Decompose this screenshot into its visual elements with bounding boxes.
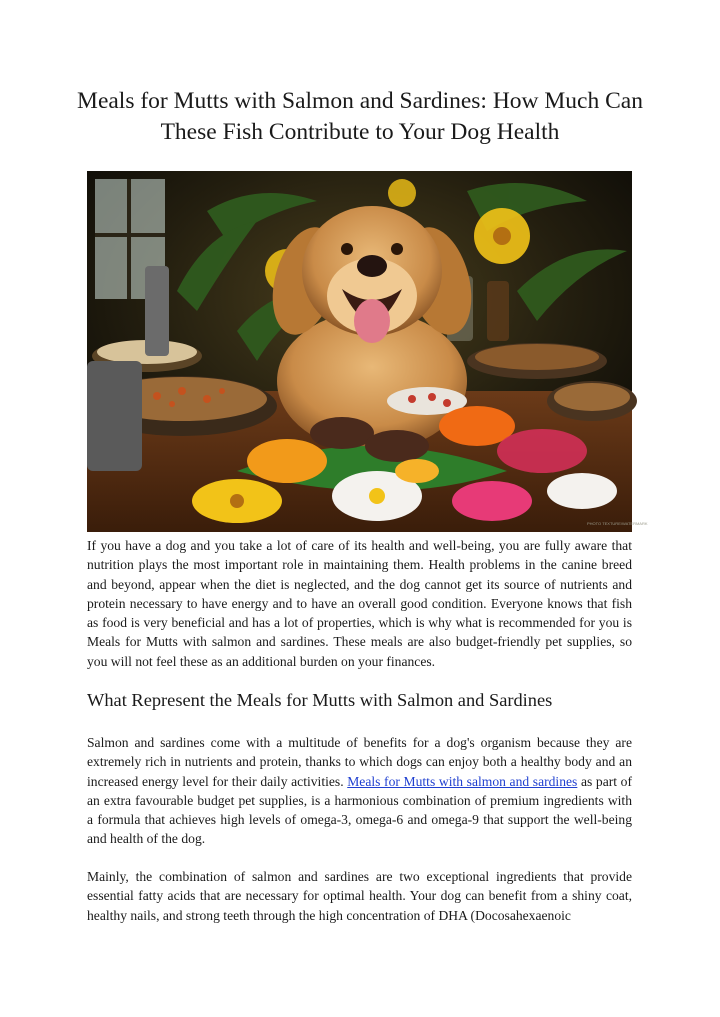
benefits-paragraph xyxy=(87,733,632,849)
intro-paragraph: If you have a dog and you take a lot of care of its health and well-being, you are fully aware that nutrition plays the most important role in maintaining them. Health problems in the canine breed and beyond, appear when the diet is neglected, and the dog cannot get its source of nutrients and protein necessary to have energy and to have an overall good condition. Everyone knows that fish as food is very beneficial and has a lot of properties, which is why what is recommended for you is Meals for Mutts with salmon and sardines. These meals are also budget-friendly pet supplies, so you will not feel these as an additional burden on your finances. xyxy=(87,538,632,669)
meals-for-mutts-link[interactable]: Meals for Mutts with salmon and sardines xyxy=(347,773,578,789)
document-title: Meals for Mutts with Salmon and Sardines: How Much Can These Fish Contribute to Your Dog Health xyxy=(77,88,643,145)
hero-image-dog-with-fish-meals xyxy=(87,171,648,532)
fatty-acids-paragraph: Mainly, the combination of salmon and sardines are two exceptional ingredients that provide essential fatty acids that are necessary for optimal health. Your dog can benefit from a shiny coat, healthy nails, and strong teeth through the high concentration of DHA (Docosahexaenoic xyxy=(87,869,632,923)
benefits-text-after-link: as part of an extra favourable budget pet supplies, is a harmonious combination of premium ingredients with a formula that achieves high levels of omega-3, omega-6 and omega-9 that support the well-being and health of the dog. xyxy=(87,773,632,847)
image-watermark: PHOTO TEXTURE/WATERMARK xyxy=(587,521,648,526)
benefits-text-before-link: Salmon and sardines come with a multitude of benefits for a dog's organism because they are extremely rich in nutrients and protein, thanks to which dogs can enjoy both a healthy body and an increased energy level for their daily activities. xyxy=(87,735,632,789)
section-heading: What Represent the Meals for Mutts with Salmon and Sardines xyxy=(87,690,553,710)
